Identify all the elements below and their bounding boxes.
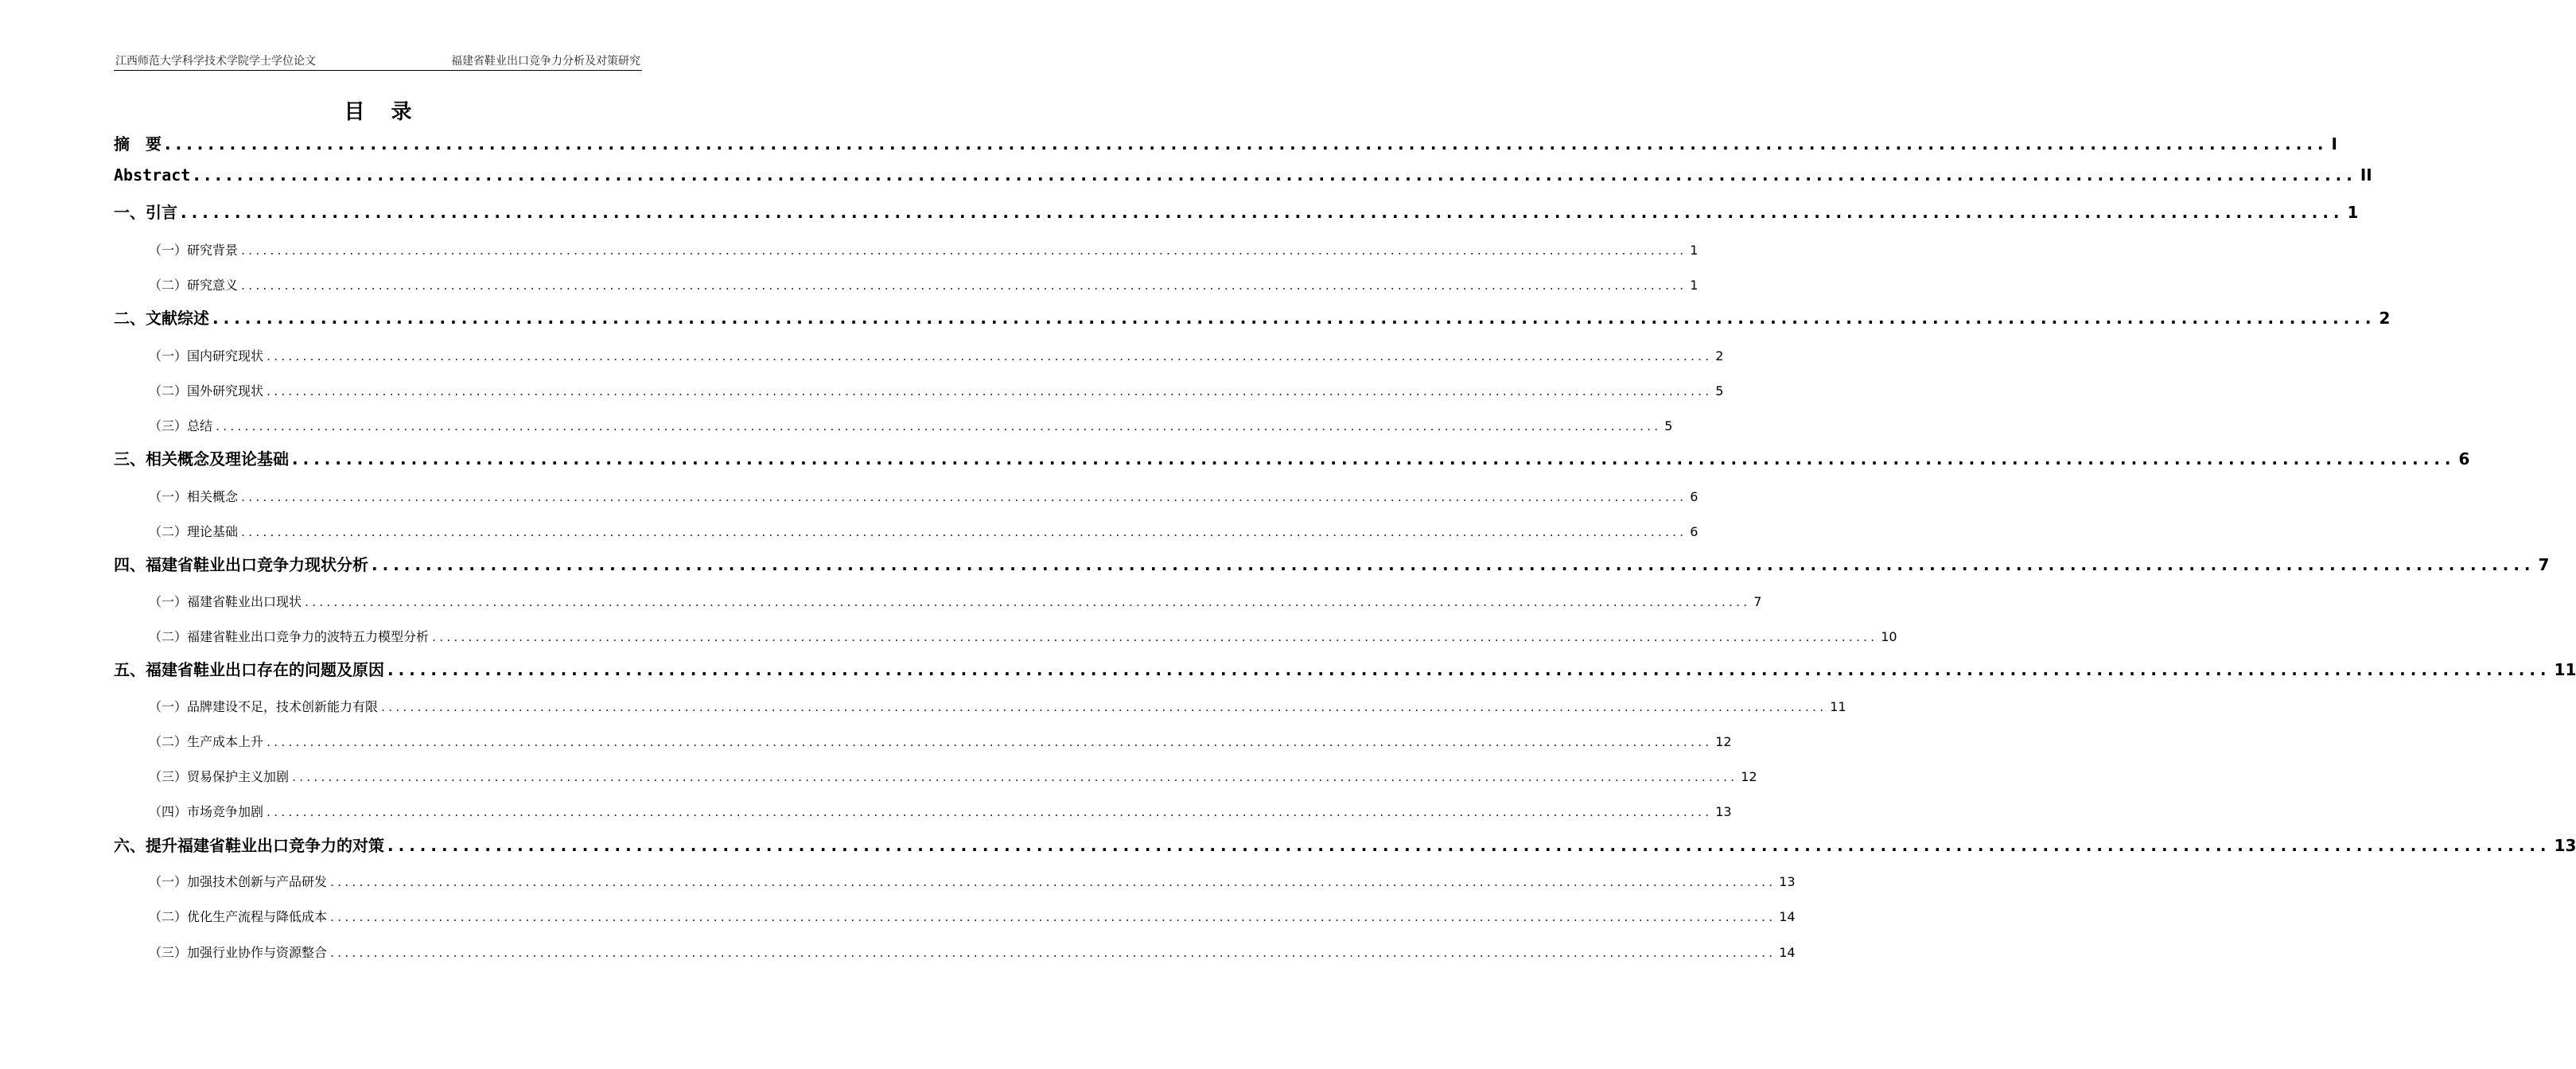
toc-section-entry[interactable]: [149, 872, 1796, 891]
toc-chapter-entry[interactable]: [114, 200, 2359, 225]
toc-page-number: 2: [2379, 309, 2391, 328]
toc-leader-dots: ........................................................................................................................................................................................................: [305, 594, 1751, 609]
toc-entry-label: （四）市场竞争加剧: [149, 804, 264, 819]
toc-page-number: 6: [1690, 524, 1699, 539]
toc-page-number: 14: [1779, 909, 1796, 924]
toc-entry-label: （二）优化生产流程与降低成本: [149, 909, 328, 924]
toc-page-number: 7: [1753, 594, 1762, 609]
toc-page-number: 13: [2554, 836, 2576, 855]
toc-entry-label: （二）国外研究现状: [149, 383, 264, 398]
toc-page-number: 12: [1741, 769, 1757, 784]
toc-leader-dots: ........................................................................................................................................................................................................: [432, 629, 1878, 644]
toc-page-number: 13: [1779, 874, 1796, 889]
toc-entry-label: 三、相关概念及理论基础: [114, 449, 289, 468]
toc-section-entry[interactable]: [149, 732, 1732, 751]
toc-entry-label: （二）研究意义: [149, 278, 239, 293]
toc-entry-label: 五、福建省鞋业出口存在的问题及原因: [114, 660, 384, 679]
toc-leader-dots: ........................................................................................................................................................................................................: [267, 804, 1713, 819]
toc-leader-dots: ........................................................................................................................................................................................................: [381, 699, 1827, 714]
toc-leader-dots: ........................................................................................................................................................................................................: [241, 489, 1687, 504]
page-header: [114, 49, 642, 71]
toc-section-entry[interactable]: [149, 907, 1796, 926]
toc-page-number: 6: [2458, 449, 2470, 468]
toc-entry-label: 六、提升福建省鞋业出口竞争力的对策: [114, 836, 384, 855]
toc-entry-label: （三）贸易保护主义加剧: [149, 769, 290, 784]
toc-leader-dots: ........................................................................................................................................................................................................: [241, 278, 1687, 293]
toc-entry-label: （二）生产成本上升: [149, 734, 264, 749]
toc-entry-label: （二）理论基础: [149, 524, 239, 539]
toc-chapter-entry[interactable]: [114, 833, 2576, 858]
toc-page-number: 10: [1881, 629, 1897, 644]
toc-entry-label: （一）国内研究现状: [149, 348, 264, 363]
toc-leader-dots: ........................................................................................................................................................................................................: [241, 243, 1687, 258]
toc-leader-dots: ........................................................................................................................................................................................................: [165, 134, 2329, 154]
toc-page-number: 11: [1830, 699, 1846, 714]
toc-leader-dots: ........................................................................................................................................................................................................: [387, 836, 2551, 855]
toc-entry-label: （一）品牌建设不足，技术创新能力有限: [149, 699, 379, 714]
toc-leader-dots: ........................................................................................................................................................................................................: [330, 874, 1776, 889]
toc-page-number: 5: [1715, 383, 1724, 398]
toc-section-entry[interactable]: [149, 802, 1732, 821]
toc-entry-label: 一、引言: [114, 203, 177, 222]
toc-page-number: 12: [1715, 734, 1732, 749]
toc-section-entry[interactable]: [149, 346, 1724, 365]
toc-page-number: 6: [1690, 489, 1699, 504]
toc-leader-dots: ........................................................................................................................................................................................................: [292, 769, 1738, 784]
toc-entry-label: 二、文献综述: [114, 309, 209, 328]
toc-leader-dots: ........................................................................................................................................................................................................: [292, 449, 2456, 468]
toc-entry-label: （一）相关概念: [149, 489, 239, 504]
toc-page-number: 11: [2554, 660, 2576, 679]
toc-entry-label: 四、福建省鞋业出口竞争力现状分析: [114, 555, 368, 574]
toc-section-entry[interactable]: [149, 943, 1796, 962]
toc-section-entry[interactable]: [149, 697, 1846, 716]
toc-chapter-entry[interactable]: [114, 552, 2550, 577]
toc-leader-dots: ........................................................................................................................................................................................................: [267, 383, 1713, 398]
toc-leader-dots: ........................................................................................................................................................................................................: [267, 734, 1713, 749]
toc-page-number: I: [2331, 134, 2337, 154]
toc-chapter-entry[interactable]: [114, 446, 2470, 472]
toc-leader-dots: ........................................................................................................................................................................................................: [193, 165, 2357, 185]
toc-section-entry[interactable]: [149, 487, 1699, 506]
toc-leader-dots: ........................................................................................................................................................................................................: [372, 555, 2535, 574]
toc-leader-dots: ........................................................................................................................................................................................................: [387, 660, 2551, 679]
toc-leader-dots: ........................................................................................................................................................................................................: [330, 945, 1776, 960]
toc-leader-dots: ........................................................................................................................................................................................................: [212, 309, 2376, 328]
toc-page-number: II: [2360, 165, 2372, 185]
toc-entry-label: （一）加强技术创新与产品研发: [149, 874, 328, 889]
toc-entry-label: （三）总结: [149, 418, 213, 433]
toc-chapter-entry[interactable]: [114, 305, 2391, 331]
toc-leader-dots: ........................................................................................................................................................................................................: [181, 203, 2344, 222]
toc-section-entry[interactable]: [149, 381, 1724, 400]
toc-chapter-entry[interactable]: [114, 131, 2337, 157]
toc-section-entry[interactable]: [149, 240, 1699, 259]
toc-page-number: 5: [1664, 418, 1673, 433]
toc-entry-label: Abstract: [114, 165, 191, 185]
toc-page-number: 1: [1690, 243, 1699, 258]
toc-page-number: 1: [1690, 278, 1699, 293]
toc-title: 目 录: [344, 100, 422, 124]
toc-entry-label: （二）福建省鞋业出口竞争力的波特五力模型分析: [149, 629, 430, 644]
toc-leader-dots: ........................................................................................................................................................................................................: [267, 348, 1713, 363]
toc-section-entry[interactable]: [149, 592, 1762, 611]
toc-entry-label: 摘 要: [114, 134, 161, 154]
toc-chapter-entry[interactable]: [114, 165, 2372, 191]
toc-page-number: 7: [2538, 555, 2550, 574]
toc-page-number: 1: [2347, 203, 2359, 222]
toc-entry-label: （三）加强行业协作与资源整合: [149, 945, 328, 960]
toc-page-number: 13: [1715, 804, 1732, 819]
toc-section-entry[interactable]: [149, 416, 1673, 435]
toc-chapter-entry[interactable]: [114, 657, 2576, 682]
toc-section-entry[interactable]: [149, 275, 1699, 294]
header-thesis-title: 福建省鞋业出口竞争力分析及对策研究: [451, 55, 640, 68]
toc-section-entry[interactable]: [149, 767, 1757, 786]
header-school: 江西师范大学科学技术学院学士学位论文: [115, 55, 316, 68]
toc-page-number: 14: [1779, 945, 1796, 960]
toc-leader-dots: ........................................................................................................................................................................................................: [216, 418, 1662, 433]
toc-section-entry[interactable]: [149, 627, 1897, 646]
toc-entry-label: （一）研究背景: [149, 243, 239, 258]
toc-entry-label: （一）福建省鞋业出口现状: [149, 594, 302, 609]
toc-page-number: 2: [1715, 348, 1724, 363]
toc-leader-dots: ........................................................................................................................................................................................................: [330, 909, 1776, 924]
toc-section-entry[interactable]: [149, 522, 1699, 541]
toc-leader-dots: ........................................................................................................................................................................................................: [241, 524, 1687, 539]
